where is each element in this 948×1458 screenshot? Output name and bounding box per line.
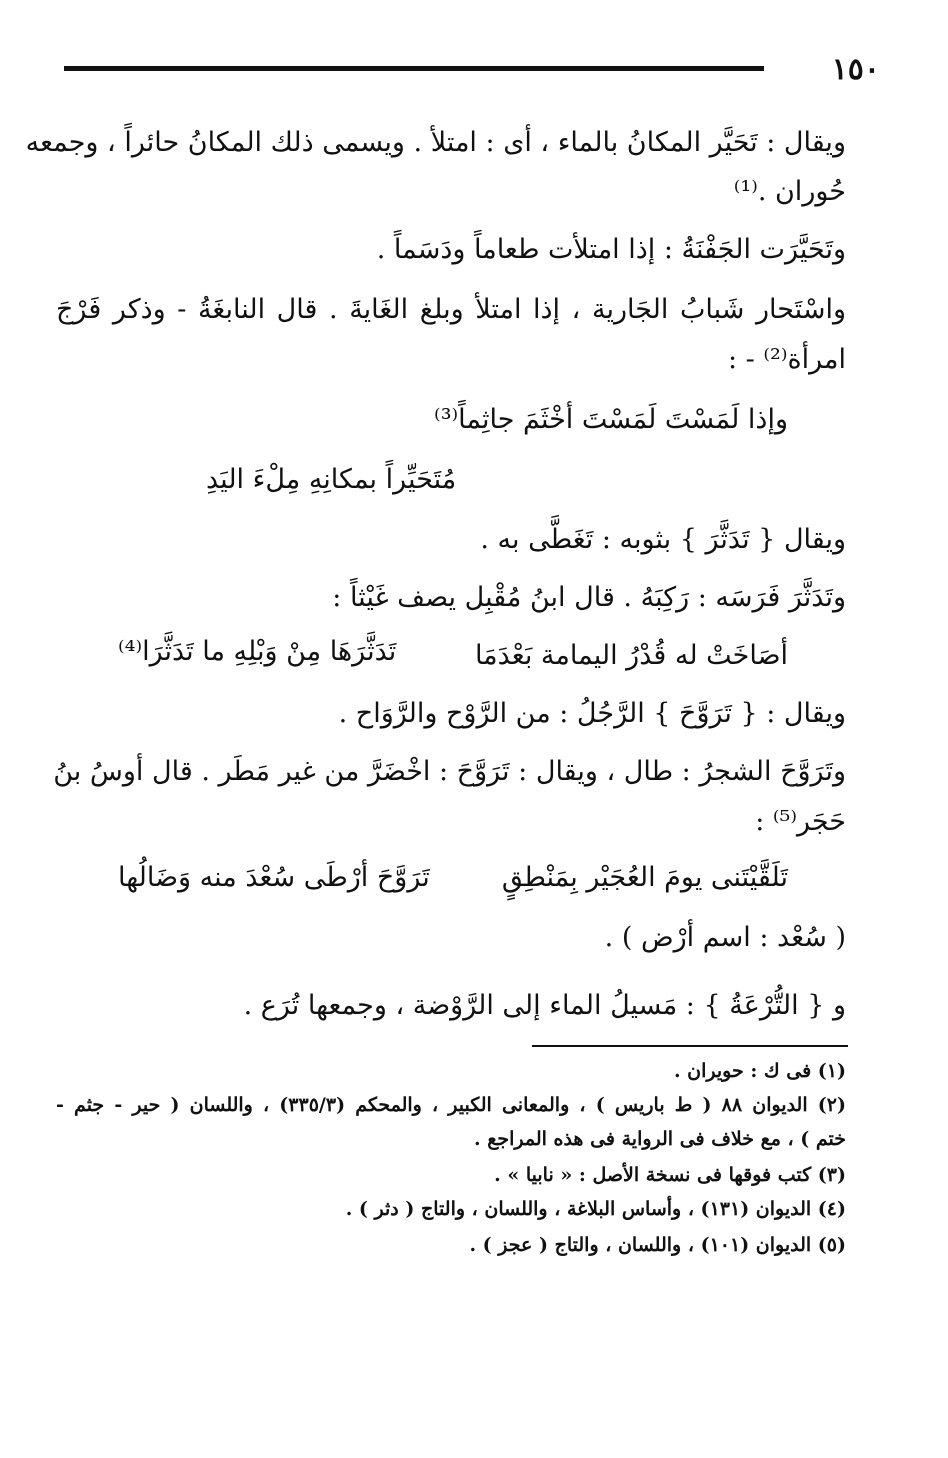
footnote: (٤) الديوان (١٣١) ، وأساس البلاغة ، واللسان ، والتاج ( دثر ) . [345,1198,846,1220]
footnote: ختم ) ، مع خلاف فى الرواية فى هذه المراجع . [473,1128,846,1150]
verse-line: وإذا لَمَسْتَ لَمَسْتَ أخْثَمَ جاثِماً⁽³⁾ [434,404,788,435]
text-line: ويقال { تَدَثَّرَ } بثوبه : تَغَطَّى به . [480,524,846,555]
text-line: ( سُعْد : اسم أرْض ) . [604,922,846,953]
footnote: (١) فى ك : حويران . [673,1060,846,1082]
verse-hemistich: أصَاخَتْ له قُدْرُ اليمامة بَعْدَمَا [474,640,788,671]
text-line: امرأة⁽²⁾ - : [728,344,846,375]
text-line: حُوران .⁽¹⁾ [733,176,846,207]
footnote-rule [532,1045,848,1047]
text-line: ويقال : تَحَيَّر المكانُ بالماء ، أى : امتلأ . ويسمى ذلك المكانُ حائراً ، وجمعه [25,127,846,158]
page-number: ١٥٠ [831,52,880,87]
text-line: واسْتَحار شَبابُ الجَارية ، إذا امتلأ وبلغ الغَايةَ . قال النابغَةُ - وذكر فَرْجَ [56,294,846,325]
footnote: (٥) الديوان (١٠١) ، واللسان ، والتاج ( عجز ) . [469,1234,846,1256]
text-line: وتَدَثَّرَ فَرَسَه : رَكِبَهُ . قال ابنُ مُقْبِل يصف غَيْثاً : [332,582,846,613]
header-rule [64,66,764,71]
text-line: وتَرَوَّحَ الشجرُ : طال ، ويقال : تَرَوَّحَ : اخْضَرَّ من غير مَطَر . قال أوسُ بنُ [53,756,846,787]
footnote: (٢) الديوان ٨٨ ( ط باريس ) ، والمعانى الكبير ، والمحكم (٣٣٥/٣) ، واللسان ( حير - جثم - [56,1094,846,1116]
text-line: ويقال : { تَرَوَّحَ } الرَّجُلُ : من الرَّوْح والرَّوَاح . [338,698,846,729]
verse-hemistich: تَلَقَّيْتَنى يومَ العُجَيْر بِمَنْطِقٍ [501,862,788,893]
footnote: (٣) كتب فوقها فى نسخة الأصل : « نابيا » . [494,1164,846,1186]
verse-hemistich: تَرَوَّحَ أرْطَى سُعْدَ منه وَضَالُها [118,862,430,893]
verse-hemistich: تَدَثَّرَهَا مِنْ وَبْلِهِ ما تَدَثَّرَا⁽⁴⁾ [118,636,397,667]
verse-line: مُتَحَيِّراً بمكانِهِ مِلْءَ اليَدِ [206,464,457,495]
text-line: وتَحَيَّرَت الجَفْنَةُ : إذا امتلأت طعاماً ودَسَماً . [376,234,846,265]
text-line: حَجَر⁽⁵⁾ : [755,806,846,837]
text-line: و { التُّرْعَةُ } : مَسيلُ الماء إلى الرَّوْضة ، وجمعها تُرَع . [243,990,846,1021]
